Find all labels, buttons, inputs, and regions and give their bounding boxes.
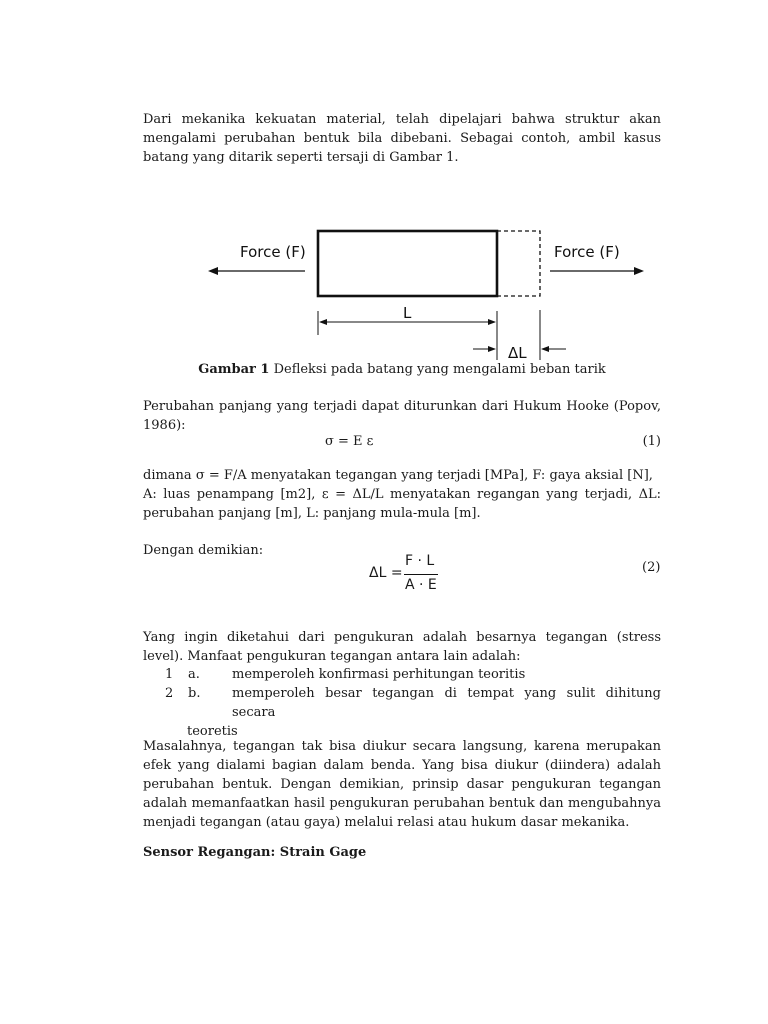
delta-arrowhead-left bbox=[488, 346, 496, 352]
intro-paragraph: Dari mekanika kekuatan material, telah dipelajari bahwa struktur akan mengalami perubahan bentuk bila dibebani. Sebagai contoh, ambil kasus batang yang ditarik seperti tersaji di Gambar 1. bbox=[143, 112, 661, 165]
definitions-line-1: dimana σ = F/A menyatakan tegangan yang terjadi [MPa], F: gaya aksial [N], bbox=[143, 468, 653, 483]
definitions-line-2: A: luas penampang [m2], ε = ΔL/L menyatakan regangan yang terjadi, ΔL: perubahan panjang [m], L: panjang mula-mula [m]. bbox=[143, 487, 661, 521]
list-item-continuation: teoretis bbox=[187, 724, 238, 739]
equation-1 bbox=[143, 432, 661, 451]
force-left-label: Force (F) bbox=[240, 243, 306, 261]
figure-caption bbox=[143, 360, 661, 379]
section-heading: Sensor Regangan: Strain Gage bbox=[143, 845, 367, 860]
list-item bbox=[143, 684, 661, 741]
force-left-arrowhead bbox=[208, 267, 218, 275]
caption-label: Gambar 1 bbox=[198, 362, 270, 377]
list-item bbox=[143, 665, 661, 684]
bar-deflection-figure bbox=[200, 215, 660, 365]
equation-2-lhs: ΔL = bbox=[369, 565, 403, 581]
equation-2-number: (2) bbox=[642, 560, 661, 575]
equation-2-denominator: A · E bbox=[405, 577, 437, 593]
length-label: L bbox=[403, 304, 412, 322]
force-right-label: Force (F) bbox=[554, 243, 620, 261]
equation-2-fraction bbox=[369, 553, 449, 597]
hooke-intro-paragraph: Perubahan panjang yang terjadi dapat diturunkan dari Hukum Hooke (Popov, 1986): bbox=[143, 399, 661, 433]
list-item-text: memperoleh besar tegangan di tempat yang sulit dihitung secara bbox=[232, 686, 661, 720]
bar-rectangle bbox=[318, 231, 497, 296]
force-right-arrowhead bbox=[634, 267, 644, 275]
equation-1-number: (1) bbox=[642, 434, 661, 449]
fraction-bar bbox=[404, 574, 438, 575]
list-item-number: 2 bbox=[165, 686, 174, 701]
benefits-list bbox=[143, 665, 661, 741]
goal-paragraph: Yang ingin diketahui dari pengukuran adalah besarnya tegangan (stress level). Manfaat pengukuran tegangan antara lain adalah: bbox=[143, 630, 661, 664]
l-dimension-arrowhead-left bbox=[319, 319, 327, 325]
definitions-paragraph bbox=[143, 466, 661, 523]
list-item-text: memperoleh konfirmasi perhitungan teoritis bbox=[232, 667, 526, 682]
l-dimension-arrowhead-right bbox=[488, 319, 496, 325]
list-item-number: 1 bbox=[165, 667, 174, 682]
equation-2-intro: Dengan demikian: bbox=[143, 543, 264, 558]
equation-2-numerator: F · L bbox=[405, 553, 435, 569]
equation-1-expression: σ = E ε bbox=[325, 434, 374, 449]
list-item-letter: b. bbox=[188, 686, 201, 701]
elongation-dashed-outline bbox=[497, 231, 540, 296]
problem-paragraph: Masalahnya, tegangan tak bisa diukur secara langsung, karena merupakan efek yang dialami bagian dalam benda. Yang bisa diukur (diindera) adalah perubahan bentuk. Dengan demikian, prinsip dasar pengukuran tegangan adalah memanfaatkan hasil pengukuran perubahan bentuk dan mengubahnya menjadi tegangan (atau gaya) melalui relasi atau hukum dasar mekanika. bbox=[143, 739, 661, 830]
caption-text: Defleksi pada batang yang mengalami beban tarik bbox=[273, 362, 606, 377]
delta-arrowhead-right bbox=[541, 346, 549, 352]
list-item-letter: a. bbox=[188, 667, 200, 682]
delta-label: ΔL bbox=[508, 344, 527, 362]
